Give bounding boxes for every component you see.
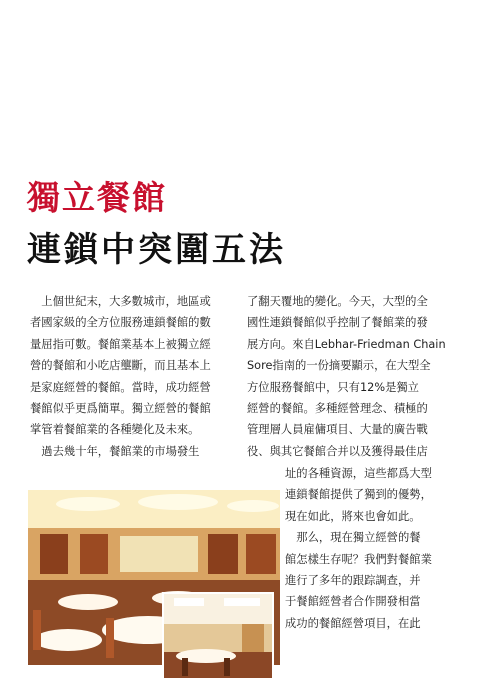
restaurant-room-illustration — [164, 594, 272, 678]
paragraph-line: 量屈指可數。餐館業基本上被獨立經 — [30, 337, 211, 351]
paragraph-line: 過去幾十年，餐館業的市場發生 — [30, 444, 200, 458]
paragraph-line: 餐館似乎更爲簡單。獨立經營的餐館 — [30, 402, 211, 416]
paragraph-line: 上個世紀末，大多數城市，地區或 — [30, 295, 211, 308]
paragraph-line: 了翻天覆地的變化。今天，大型的全 — [247, 295, 428, 308]
paragraph-line: 經營的餐館。多種經營理念、積極的 — [247, 402, 428, 416]
paragraph-line: 國性連鎖餐館似乎控制了餐館業的發 — [247, 316, 428, 330]
paragraph-line: 連鎖餐館提供了獨到的優勢， — [285, 488, 432, 502]
paragraph-line: 址的各種資源，這些都爲大型 — [285, 467, 432, 480]
paragraph-line: 于餐館經營者合作開發相當 — [285, 595, 421, 609]
paragraph-line: Sore指南的一份摘要顯示，在大型全 — [247, 359, 431, 373]
right-text-column — [247, 291, 455, 462]
paragraph-line: 管理層人員雇傭項目、大量的廣告戰 — [247, 423, 428, 437]
right-text-column-lower — [285, 463, 457, 634]
paragraph-line: 成功的餐館經營項目，在此 — [285, 616, 421, 630]
paragraph-line: 者國家級的全方位服務連鎖餐館的數 — [30, 316, 211, 330]
paragraph-line: 掌管着餐館業的各種變化及未來。 — [30, 423, 200, 437]
paragraph-line: 方位服務餐館中，只有12%是獨立 — [247, 380, 419, 394]
left-text-column — [30, 291, 242, 462]
paragraph-line: 是家庭經營的餐館。當時，成功經營 — [30, 380, 211, 394]
paragraph-line: 役、與其它餐館合并以及獲得最佳店 — [247, 444, 428, 458]
paragraph-line: 展方向。來自Lebhar-Friedman Chain — [247, 337, 446, 351]
paragraph-line: 館怎樣生存呢？我們對餐館業 — [285, 552, 432, 566]
paragraph-line: 營的餐館和小吃店壟斷，而且基本上 — [30, 359, 211, 373]
paragraph-line: 進行了多年的跟踪調查，并 — [285, 574, 421, 588]
paragraph-line: 現在如此，將來也會如此。 — [285, 509, 421, 523]
paragraph-line: 那么，現在獨立經營的餐 — [285, 531, 421, 545]
article-title-black: 連鎖中突圍五法 — [27, 230, 286, 270]
restaurant-room-photo — [162, 592, 274, 680]
article-title-red: 獨立餐館 — [27, 178, 167, 217]
